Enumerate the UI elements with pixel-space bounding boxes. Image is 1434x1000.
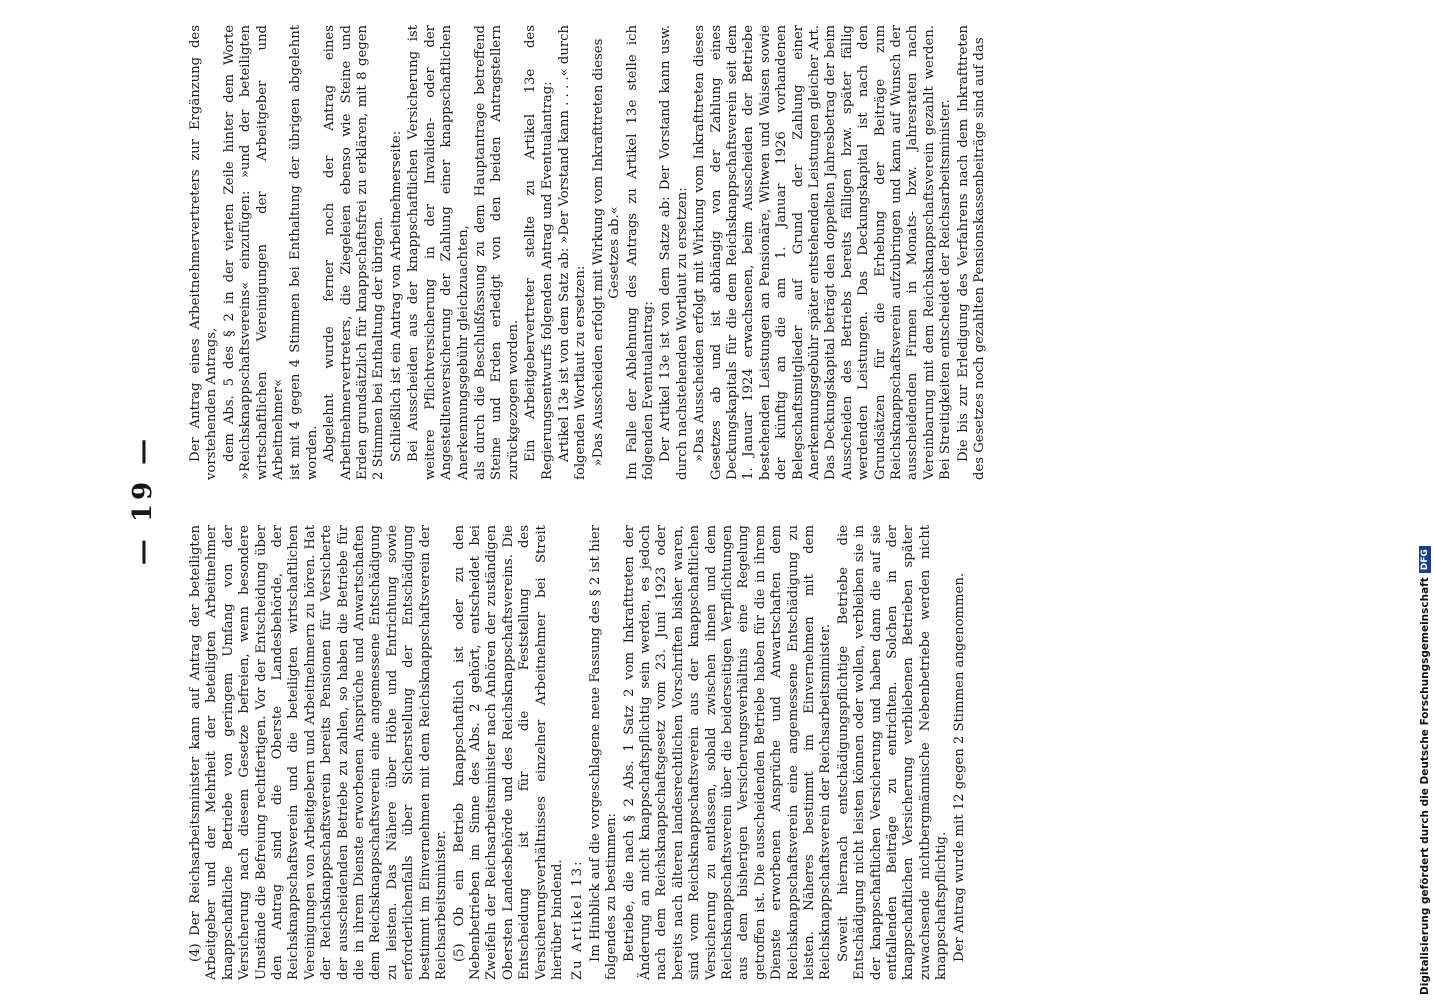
paragraph: Im Falle der Ablehnung des Antrags zu Artikel 13e stelle ich folgenden Eventualantrag: (624, 25, 656, 480)
quoted-amendment: »Das Ausscheiden erfolgt mit Wirkung vom Inkrafttreten dieses Gesetzes ab und ist abhängig von der Zahlung eines Deckungskapitals für die dem Reichsknappschaftsverein seit dem 1. Januar 1924 erwachsenen, beim Ausscheiden der Betriebe bestehenden Leistungen an Pensionäre, Witwen und Waisen sowie der künftig an die am 1. Januar 1926 vorhandenen Belegschaftsmitglieder auf Grund der Zahlung einer Anerkennungsgebühr später entstehenden Leistungen gleicher Art. Das Deckungskapital beträgt den doppelten Jahresbetrag der beim Ausscheiden des Betriebs bereits fälligen bzw. später fällig werdenden Leistungen. Das Deckungskapital ist nach den Grundsätzen für die Erhebung der Beiträge zum Reichsknappschaftsverein aufzubringen und kann auf Wunsch der ausscheidenden Firmen in Monats- bzw. Jahresraten nach Vereinbarung mit dem Reichsknappschaftsverein gezahlt werden. Bei Streitigkeiten entscheidet der Reichsarbeitsminister. (692, 25, 954, 480)
credit-text: Digitalisierung gefördert durch die Deutsche Forschungsgemeinschaft (1419, 577, 1431, 995)
paragraph: Artikel 13e ist von dem Satz ab: »Der Vorstand kann . . . .« durch folgenden Wortlaut zu ersetzen: (556, 25, 589, 480)
paragraph: (4) Der Reichsarbeitsminister kann auf Antrag der beteiligten Arbeitgeber und der Mehrheit der beteiligten Arbeitnehmer knappschaftliche Betriebe von geringem Umfang von der Versicherung nach diesem Gesetze befreien, wenn besondere Umstände die Befreiung rechtfertigen. Vor der Entscheidung über den Antrag sind die Oberste Landesbehörde, der Reichsknappschaftsverein und die beteiligten wirtschaftlichen Vereinigungen von Arbeitgebern und Arbeitnehmern zu hören. Hat der Reichsknappschaftsverein bereits Pensionen für Versicherte der ausscheidenden Betriebe zu zahlen, so haben die Betriebe für die in ihrem Dienste erworbenen Ansprüche und Anwartschaften dem Reichsknappschaftsverein eine angemessene Entschädigung zu leisten. Das Nähere über Höhe und Entrichtung sowie erforderlichenfalls über Sicherstellung der Entschädigung bestimmt im Einvernehmen mit dem Reichsknappschaftsverein der Reichsarbeitsminister. (188, 525, 450, 980)
left-column (188, 525, 969, 980)
paragraph: ist mit 4 gegen 4 Stimmen bei Enthaltung der übrigen abgelehnt worden. (288, 25, 320, 480)
document-page (110, 0, 1310, 1000)
paragraph: Abgelehnt wurde ferner noch der Antrag eines Arbeitnehmervertreters, die Ziegeleien ebenso wie Steine und Erden grundsätzlich für knappschaftsfrei zu erklären, mit 8 gegen 2 Stimmen bei Enthaltung der übrigen. (322, 25, 387, 480)
paragraph: Der Artikel 13e ist von dem Satze ab: Der Vorstand kann usw. durch nachstehenden Wortlaut zu ersetzen: (658, 25, 690, 480)
page-number: — 19 — (128, 434, 158, 566)
quoted-amendment: »Das Ausscheiden erfolgt mit Wirkung vom Inkrafttreten dieses Gesetzes ab.« (590, 38, 623, 467)
dfg-logo: DFG (1419, 546, 1431, 573)
paragraph: als durch die Beschlußfassung zu dem Hauptantrage betreffend Steine und Erden erledigt von den beiden Antragstellern zurückgezogen worden. (472, 25, 521, 480)
paragraph: Betriebe, die nach § 2 Abs. 1 Satz 2 vom Inkrafttreten der Änderung an nicht knappschaftspflichtig sein werden, es jedoch nach dem Reichsknappschaftsgesetz vom 23. Juni 1923 oder bereits nach älteren landesrechtlichen Vorschriften bisher waren, sind vom Reichsknappschaftsverein aus der knappschaftlichen Versicherung zu entlassen, sobald zwischen ihnen und dem Reichsknappschaftsverein über die beiderseitigen Verpflichtungen aus dem bisherigen Versicherungsverhältnis eine Regelung getroffen ist. Die ausscheidenden Betriebe haben für die in ihrem Dienste erworbenen Ansprüche und Anwartschaften dem Reichsknappschaftsverein eine angemessene Entschädigung zu leisten. Näheres bestimmt im Einvernehmen mit dem Reichsknappschaftsverein der Reichsarbeitsminister. (621, 525, 834, 980)
paragraph: (5) Ob ein Betrieb knappschaftlich ist oder zu den Nebenbetrieben im Sinne des Abs. 2 gehört, entscheidet bei Zweifeln der Reichsarbeitsminister nach Anhören der zuständigen Obersten Landesbehörde und des Reichsknappschaftsvereins. Die Entscheidung ist für die Feststellung des Versicherungsverhältnisses einzelner Arbeitnehmer bei Streit hierüber bindend. (451, 525, 565, 980)
paragraph: Schließlich ist ein Antrag von Arbeitnehmerseite: (388, 130, 404, 462)
paragraph: Ein Arbeitgebervertreter stellte zu Artikel 13e des Regierungsentwurfs folgenden Antrag und Eventualantrag: (523, 25, 555, 480)
paragraph: Im Hinblick auf die vorgeschlagene neue Fassung des § 2 ist hier folgendes zu bestimmen: (587, 525, 620, 980)
paragraph: Der Antrag wurde mit 12 gegen 2 Stimmen angenommen. (951, 572, 967, 962)
paragraph: Die bis zur Erledigung des Verfahrens nach dem Inkrafttreten des Gesetzes noch gezahlten Pensionskassenbeiträge sind auf das (955, 25, 988, 480)
paragraph: Der Antrag eines Arbeitnehmervertreters zur Ergänzung des vorstehenden Antrags, (188, 25, 220, 480)
paragraph: Bei Ausscheiden aus der knappschaftlichen Versicherung ist weitere Pflichtversicherung in der Invaliden- oder der Angestelltenversicherung der Zahlung einer knappschaftlichen Anerkennungsgebühr gleichzuachten, (406, 25, 471, 480)
right-column (188, 25, 990, 480)
paragraph: dem Abs. 5 des § 2 in der vierten Zeile hinter dem Worte »Reichsknappschaftsvereins« einzufügen: »und der beteiligten wirtschaftlichen Vereinigungen der Arbeitgeber und Arbeitnehmer« (221, 25, 287, 480)
paragraph: Soweit hiernach entschädigungspflichtige Betriebe die Entschädigung nicht leisten können oder wollen, verbleiben sie in der knappschaftlichen Versicherung und haben dann die auf sie entfallenden Beiträge zu entrichten. Solchen in der knappschaftlichen Versicherung verbliebenen Betrieben später zuwachsende nichtbergmännische Nebenbetriebe werden nicht knappschaftspflichtig. (835, 525, 950, 980)
section-heading: Zu Artikel 13: (570, 859, 586, 980)
digitization-credit (1416, 5, 1434, 995)
